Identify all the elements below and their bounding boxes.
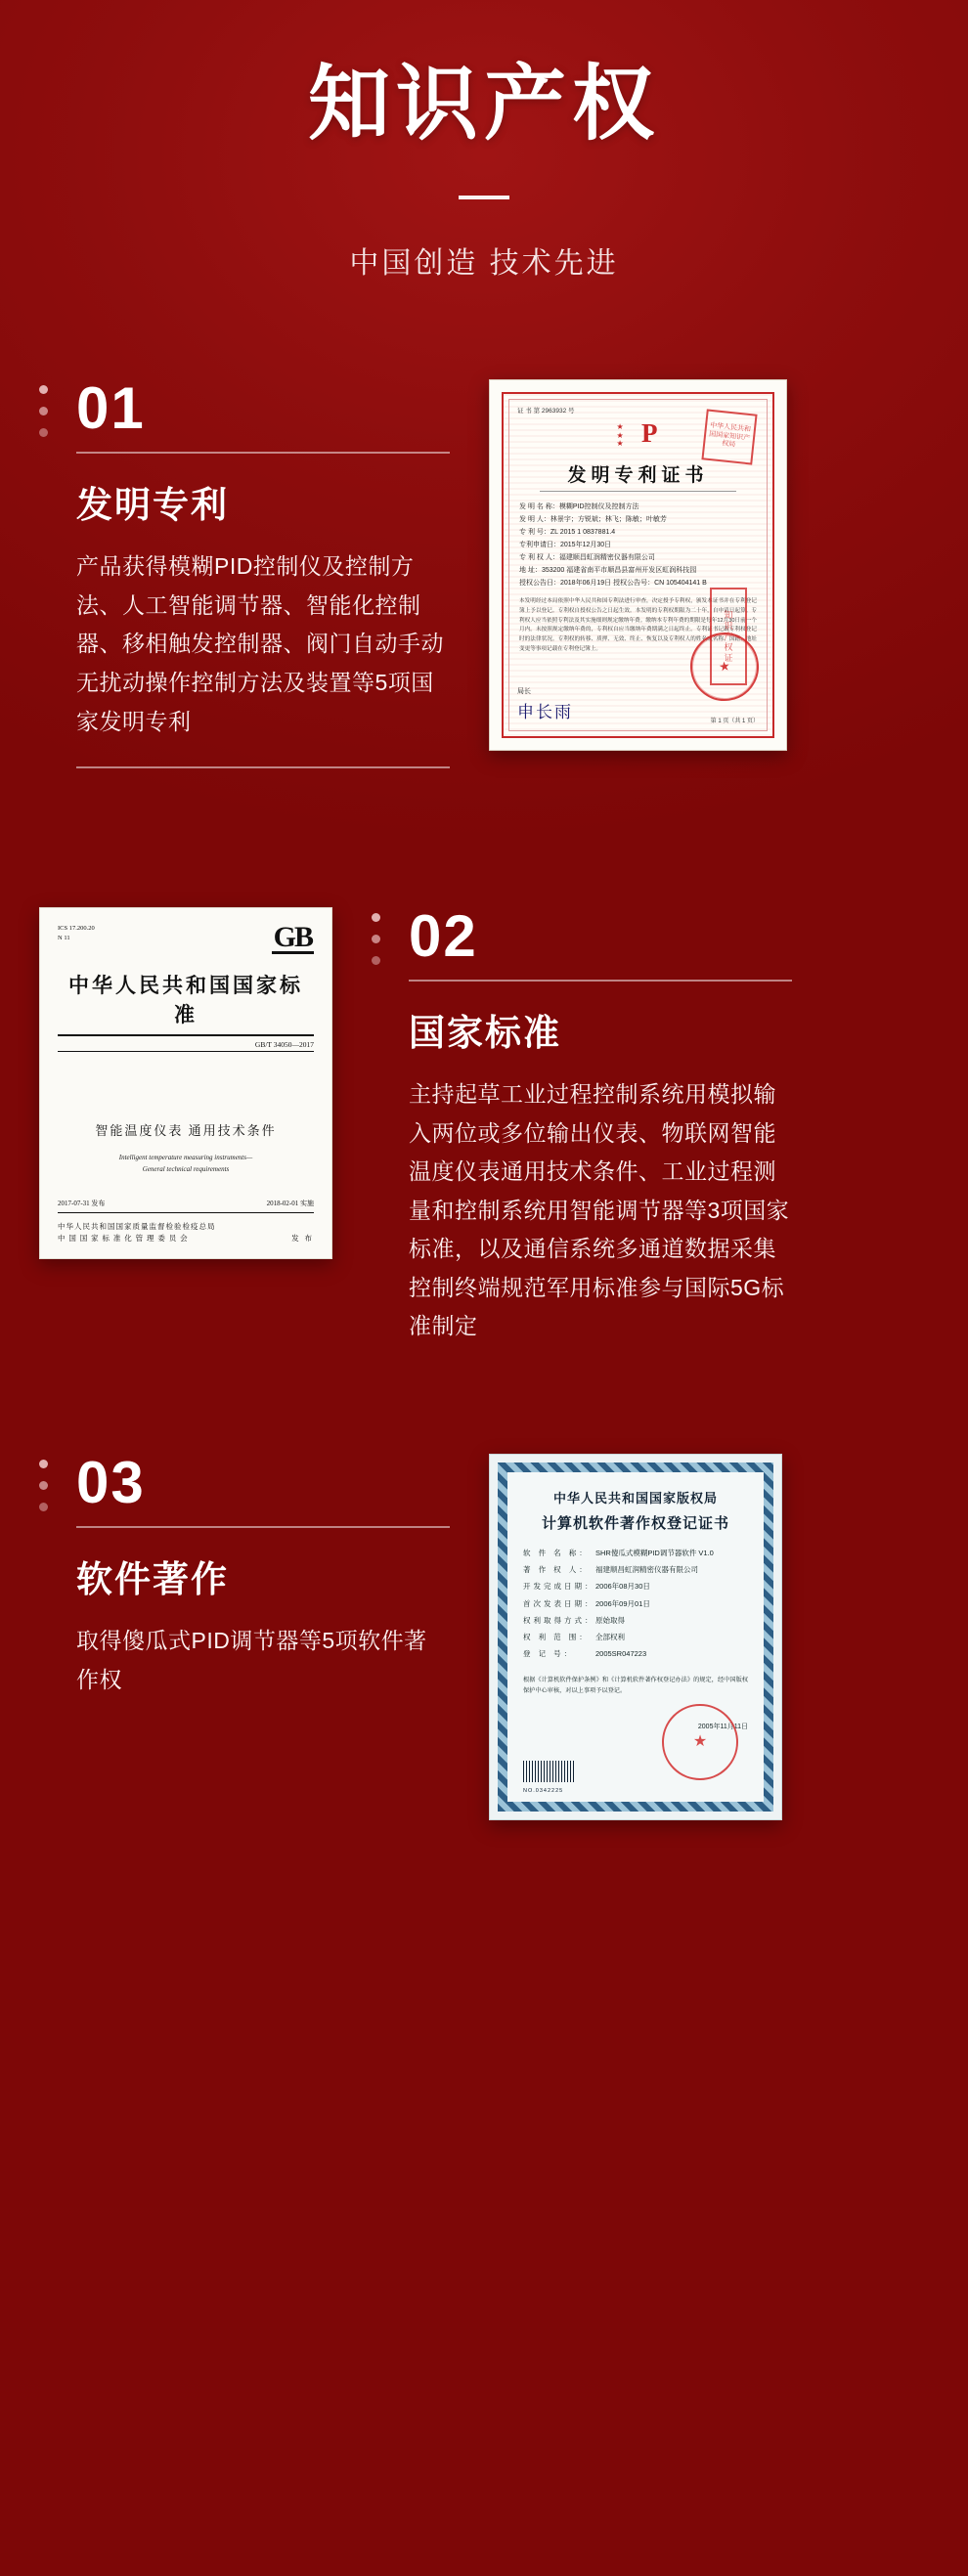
software-row: 权 利 范 围： 全部权利 bbox=[523, 1633, 625, 1642]
barcode-icon bbox=[523, 1761, 576, 1782]
section-patent bbox=[0, 375, 968, 790]
standard-issuer-line: 中华人民共和国国家质量监督检验检疫总局 bbox=[58, 1222, 216, 1232]
bullet-dots-icon bbox=[372, 913, 385, 978]
section-body: 产品获得模糊PID控制仪及控制方法、人工智能调节器、智能化控制器、移相触发控制器、阀门自动手动无扰动操作控制方法及装置等5项国家发明专利 bbox=[76, 553, 444, 734]
software-cert-title: 计算机软件著作权登记证书 bbox=[541, 1515, 729, 1532]
section-standard-text bbox=[372, 903, 792, 1346]
standard-issue-date: 2017-07-31 发布 bbox=[58, 1200, 106, 1208]
section-divider bbox=[76, 1526, 450, 1528]
section-divider-bottom bbox=[76, 766, 450, 768]
standard-subject-en bbox=[58, 1153, 314, 1176]
standard-dates bbox=[58, 1199, 314, 1213]
gb-logo: GB bbox=[273, 921, 312, 954]
standard-ics: ICS 17.200.20 bbox=[58, 925, 95, 933]
patent-paragraph: 本发明经过本局依照中华人民共和国专利法进行审查，决定授予专利权，颁发本证书并在专利登记簿上予以登记。专利权自授权公告之日起生效。本发明的专利权期限为二十年，自申请日起算。专利权人应当依照专利法及其实施细则规定缴纳年费。缴纳本专利年费的期限是每年12月30日前一个月内。未按照规定缴纳年费的，专利权自应当缴纳年费期满之日起终止。专利证书记载专利权登记时的法律状况。专利权的转移、质押、无效、终止、恢复以及专利权人的姓名或名称、国籍、地址变更等事项记载在专利登记簿上。 bbox=[519, 597, 757, 652]
section-body: 主持起草工业过程控制系统用模拟输入两位或多位输出仪表、物联网智能温度仪表通用技术条件、工业过程测量和控制系统用智能调节器等3项国家标准，以及通信系统多通道数据采集控制终端规范军用标准参与国际5G标准制定 bbox=[409, 1081, 790, 1339]
software-row: 软 件 名 称： SHR傻瓜式模糊PID调节器软件 V1.0 bbox=[523, 1548, 714, 1557]
patent-row: 专 利 权 人：福建顺昌虹润精密仪器有限公司 bbox=[519, 554, 655, 562]
standard-title: 中华人民共和国国家标准 bbox=[68, 974, 303, 1027]
standard-publish-label: 发 布 bbox=[291, 1234, 314, 1244]
patent-row: 发 明 人：林景宇；方锐斌；林飞；陈敏；叶敏芳 bbox=[519, 516, 667, 524]
patent-page-number: 第 1 页（共 1 页） bbox=[710, 719, 759, 725]
software-date: 2005年11月11日 bbox=[697, 1724, 748, 1731]
standard-issuer-line: 中 国 国 家 标 准 化 管 理 委 员 会 bbox=[58, 1234, 189, 1244]
software-barcode-text: NO.0342225 bbox=[523, 1787, 564, 1794]
standard-code: GB/T 34050—2017 bbox=[254, 1040, 314, 1050]
section-heading: 国家标准 bbox=[409, 1013, 561, 1054]
section-patent-text bbox=[39, 375, 450, 790]
software-row: 开发完成日期： 2006年08月30日 bbox=[523, 1582, 650, 1592]
patent-field-rows bbox=[515, 502, 761, 590]
patent-signature-block bbox=[517, 686, 759, 725]
patent-square-seal-icon: 中华人民共和国国家知识产权局 bbox=[701, 410, 757, 465]
standard-effective-date: 2018-02-01 实施 bbox=[266, 1200, 314, 1208]
bullet-dots-icon bbox=[39, 1460, 53, 1524]
section-divider bbox=[76, 452, 450, 454]
patent-row: 专 利 号：ZL 2015 1 0837881.4 bbox=[519, 529, 616, 537]
title-divider bbox=[459, 196, 509, 199]
software-row: 登 记 号： 2005SR047223 bbox=[523, 1649, 647, 1659]
standard-subject-en-line: General technical requirements bbox=[142, 1165, 230, 1174]
software-note: 根据《计算机软件保护条例》和《计算机软件著作权登记办法》的规定，经中国版权保护中心审核，对以上事项予以登记。 bbox=[523, 1676, 748, 1694]
page-header bbox=[0, 0, 968, 282]
section-divider bbox=[409, 980, 792, 982]
section-heading: 软件著作 bbox=[76, 1558, 229, 1599]
patent-vertical-seal-icon: 知识产权证 bbox=[710, 588, 747, 685]
patent-row: 授权公告日：2018年06月19日 授权公告号：CN 105404141 B bbox=[519, 580, 707, 588]
bullet-dots-icon bbox=[39, 385, 53, 450]
software-row: 著 作 权 人： 福建顺昌虹润精密仪器有限公司 bbox=[523, 1565, 698, 1575]
standard-class: N 11 bbox=[58, 934, 70, 941]
section-national-standard bbox=[0, 903, 968, 1346]
page-subtitle: 中国创造 技术先进 bbox=[349, 247, 619, 281]
software-copyright-image bbox=[489, 1454, 782, 1820]
section-number: 01 bbox=[76, 375, 146, 442]
patent-row: 发 明 名 称：模糊PID控制仪及控制方法 bbox=[519, 503, 639, 511]
section-number: 02 bbox=[409, 903, 478, 970]
section-software-text bbox=[39, 1449, 450, 1699]
standard-subject-en-line: Intelligent temperature measuring instruments— bbox=[118, 1154, 253, 1162]
national-standard-image bbox=[39, 907, 332, 1259]
patent-row: 专利申请日：2015年12月30日 bbox=[519, 542, 612, 549]
standard-subject: 智能温度仪表 通用技术条件 bbox=[95, 1123, 277, 1139]
section-software-copyright bbox=[0, 1449, 968, 1820]
patent-title: 发明专利证书 bbox=[567, 465, 709, 487]
standard-issuer bbox=[58, 1221, 314, 1244]
patent-signature: 申长雨 bbox=[517, 703, 573, 722]
section-number: 03 bbox=[76, 1449, 146, 1515]
software-field-rows bbox=[523, 1545, 748, 1663]
software-row: 首次发表日期： 2006年09月01日 bbox=[523, 1598, 650, 1608]
section-heading: 发明专利 bbox=[76, 485, 229, 526]
standard-ics-block bbox=[58, 924, 95, 943]
patent-round-seal-icon: ★ bbox=[685, 629, 763, 706]
patent-emblem-icon: ★ ★ ★ P bbox=[616, 418, 658, 449]
software-authority: 中华人民共和国国家版权局 bbox=[552, 1490, 718, 1506]
patent-certificate-image bbox=[489, 379, 787, 751]
patent-doc-number: 证 书 第 2963932 号 bbox=[517, 408, 575, 415]
software-round-seal-icon: ★ bbox=[662, 1704, 738, 1780]
section-body: 取得傻瓜式PID调节器等5项软件著作权 bbox=[76, 1627, 427, 1692]
software-row: 权利取得方式： 原始取得 bbox=[523, 1615, 625, 1625]
patent-row: 地 址：353200 福建省南平市顺昌县富州开发区虹润科技园 bbox=[519, 567, 697, 575]
patent-sign-label: 局长 bbox=[517, 688, 531, 696]
page-title: 知识产权 bbox=[307, 58, 660, 150]
